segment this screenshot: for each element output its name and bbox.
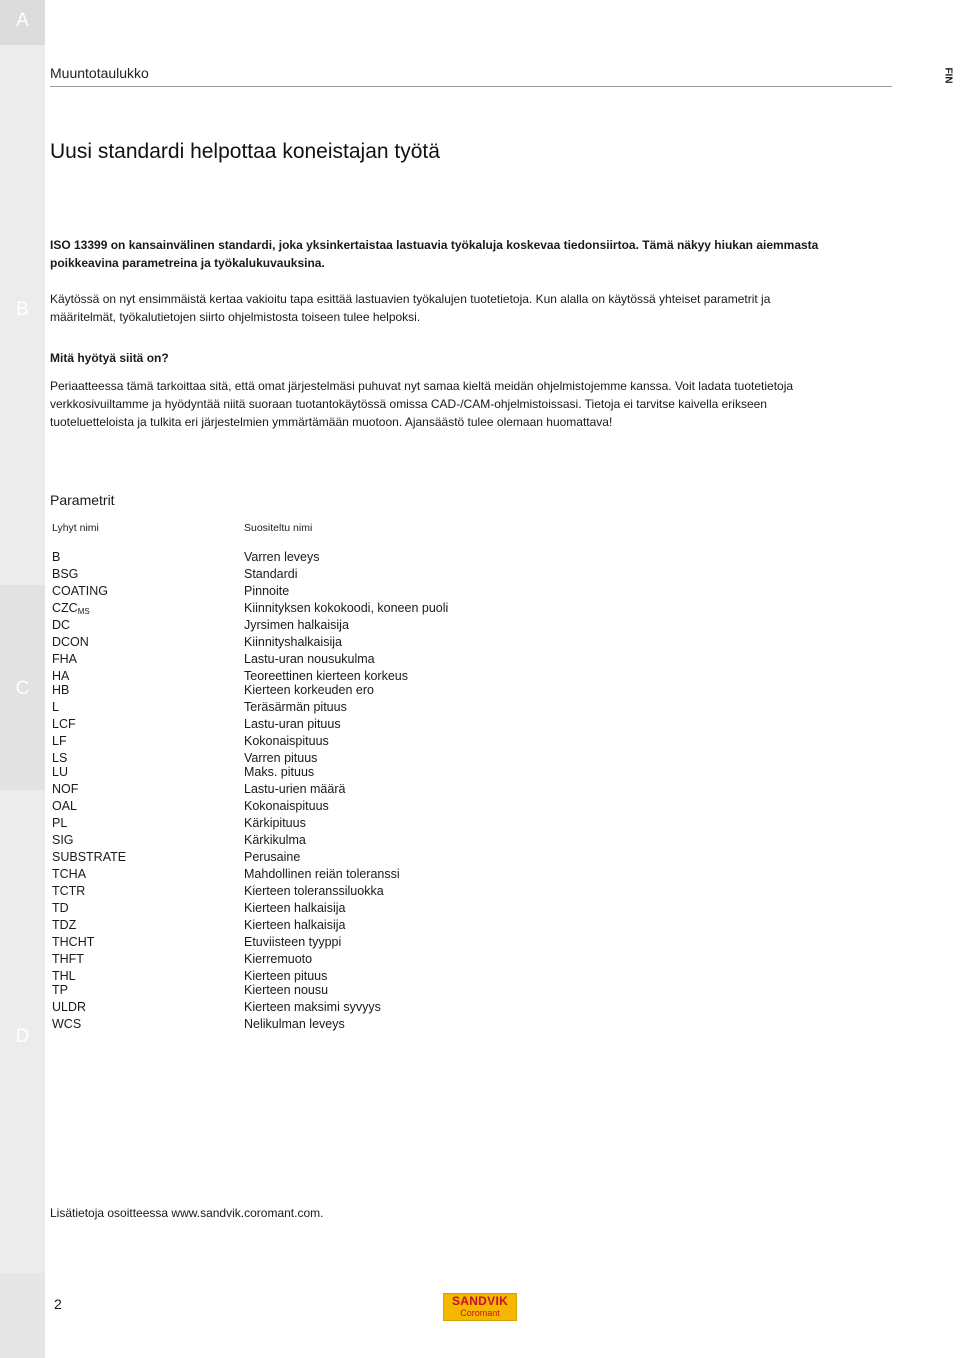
parameter-row [52,617,572,634]
parameter-recommended-name: Kiinnityshalkaisija [244,635,342,649]
parameter-row [52,815,572,832]
parameter-code: BSG [52,567,79,581]
header-title: Muuntotaulukko [50,65,149,81]
parameter-code: L [52,700,59,714]
page-title: Uusi standardi helpottaa koneistajan työtä [50,140,440,163]
parameter-row [52,733,572,750]
parameter-code: HA [52,669,70,683]
parameter-row [52,866,572,883]
logo-wordmark: SANDVIK [451,1294,509,1308]
parameter-code-subscript: MS [77,607,90,616]
parameter-row [52,583,572,600]
parameter-recommended-name: Kokonaispituus [244,799,329,813]
side-tab-c: C [0,585,45,790]
parameter-recommended-name: Kierteen halkaisija [244,901,346,915]
parameter-recommended-name: Kierteen nousu [244,983,329,997]
parameter-row [52,716,572,733]
parameter-code: $CZC_{MS}$ [52,601,90,616]
side-tab-bar [0,0,45,1358]
parameter-code: TDZ [52,918,77,932]
parameter-recommended-name: Pinnoite [244,584,290,598]
intro-paragraph-3: Periaatteessa tämä tarkoittaa sitä, että omat järjestelmäsi puhuvat nyt samaa kieltä meidän ohjelmistojemme kanssa. Voit ladata tuotetietoja verkkosivuiltamme ja hyödyntää niitä suoraan tuotantokäytössä omissa CAD-/CAM-ohjelmistoissasi. Tietoja ei tarvitse kaivella erikseen tuoteluetteloista ja tulkita eri järjestelmien ymmärtämään muotoon. Ajansäästö tulee olemaan huomattava! [50,379,794,429]
parameter-recommended-name: Kierteen korkeuden ero [244,683,374,697]
side-tab-d: D [0,790,45,1273]
parameter-recommended-name: Varren leveys [244,550,320,564]
parameter-recommended-name: Perusaine [244,850,301,864]
parameter-row [52,982,572,999]
parameter-row [52,849,572,866]
parameter-row [52,934,572,951]
parameter-recommended-name: Kärkipituus [244,816,306,830]
parameter-code: PL [52,816,68,830]
parameter-code: TP [52,983,68,997]
parameter-row [52,634,572,651]
side-tab-blank [0,1273,45,1358]
parameter-code: LF [52,734,67,748]
parameter-code: LS [52,751,68,765]
parameter-code: LU [52,765,68,779]
parameter-row [52,566,572,583]
side-tab-b: B [0,45,45,585]
parameter-row [52,651,572,668]
parameter-row [52,1016,572,1033]
parameter-row [52,781,572,798]
parameter-code: HB [52,683,70,697]
benefit-question: Mitä hyötyä siitä on? [50,351,169,365]
parameter-code: B [52,550,61,564]
parameter-code: DC [52,618,71,632]
parameter-code: TD [52,901,69,915]
parameter-recommended-name: Lastu-urien määrä [244,782,346,796]
parameter-code: ULDR [52,1000,87,1014]
parameter-code: TCHA [52,867,87,881]
parameter-row [52,549,572,566]
parameter-recommended-name: Teoreettinen kierteen korkeus [244,669,408,683]
parameter-code: OAL [52,799,78,813]
parameter-row [52,999,572,1016]
parameter-code: THL [52,969,76,983]
parameter-recommended-name: Kierteen pituus [244,969,328,983]
intro-bold-paragraph: ISO 13399 on kansainvälinen standardi, joka yksinkertaistaa lastuavia työkaluja koskevaa tiedonsiirtoa. Tämä näkyy hiukan aiemmasta poikkeavina parametreina ja työkalukuvauksina. [50,238,819,270]
parameter-recommended-name: Kierteen toleranssiluokka [244,884,384,898]
parameter-recommended-name: Kärkikulma [244,833,306,847]
parameter-recommended-name: Lastu-uran nousukulma [244,652,375,666]
parameters-title: Parametrit [50,492,115,508]
parameter-recommended-name: Kokonaispituus [244,734,329,748]
parameter-row [52,832,572,849]
parameter-recommended-name: Jyrsimen halkaisija [244,618,349,632]
parameter-code: DCON [52,635,89,649]
parameter-recommended-name: Kierteen halkaisija [244,918,346,932]
parameter-code: WCS [52,1017,82,1031]
logo-subtitle: Coromant [460,1308,500,1318]
parameter-recommended-name: Nelikulman leveys [244,1017,345,1031]
parameter-code: SIG [52,833,74,847]
parameter-row [52,682,572,699]
column-header-recommended-name: Suositeltu nimi [244,522,313,534]
parameter-recommended-name: Varren pituus [244,751,318,765]
parameter-row [52,699,572,716]
parameter-row [52,883,572,900]
parameter-recommended-name: Mahdollinen reiän toleranssi [244,867,400,881]
column-header-short-name: Lyhyt nimi [52,522,99,534]
parameter-row [52,951,572,968]
parameter-code: TCTR [52,884,86,898]
footer-info: Lisätietoja osoitteessa www.sandvik.coromant.com. [50,1206,324,1220]
parameter-row [52,900,572,917]
parameter-recommended-name: Teräsärmän pituus [244,700,347,714]
parameter-row [52,917,572,934]
intro-paragraph-2: Käytössä on nyt ensimmäistä kertaa vakioitu tapa esittää lastuavien työkalujen tuotetietoja. Kun alalla on käytössä yhteiset parametrit ja määritelmät, työkalutietojen siirto ohjelmistosta toiseen tulee helpoksi. [50,292,771,324]
parameter-code: COATING [52,584,109,598]
parameter-list [52,549,572,1033]
parameter-code: LCF [52,717,76,731]
header-divider [50,86,892,87]
parameter-recommended-name: Kiinnityksen kokokoodi, koneen puoli [244,601,449,615]
language-code: FIN [942,67,954,84]
parameter-code: THFT [52,952,84,966]
parameter-row [52,600,572,617]
parameter-recommended-name: Maks. pituus [244,765,315,779]
parameter-recommended-name: Etuviisteen tyyppi [244,935,342,949]
parameter-recommended-name: Kierteen maksimi syvyys [244,1000,381,1014]
page-number: 2 [54,1296,62,1312]
parameter-code: FHA [52,652,77,666]
side-tab-a: A [0,0,45,45]
parameter-recommended-name: Standardi [244,567,298,581]
parameter-recommended-name: Lastu-uran pituus [244,717,341,731]
parameter-code: NOF [52,782,79,796]
parameter-code: THCHT [52,935,95,949]
sandvik-coromant-logo [443,1293,517,1321]
parameter-code: SUBSTRATE [52,850,127,864]
parameter-recommended-name: Kierremuoto [244,952,313,966]
parameter-row [52,764,572,781]
parameter-row [52,798,572,815]
